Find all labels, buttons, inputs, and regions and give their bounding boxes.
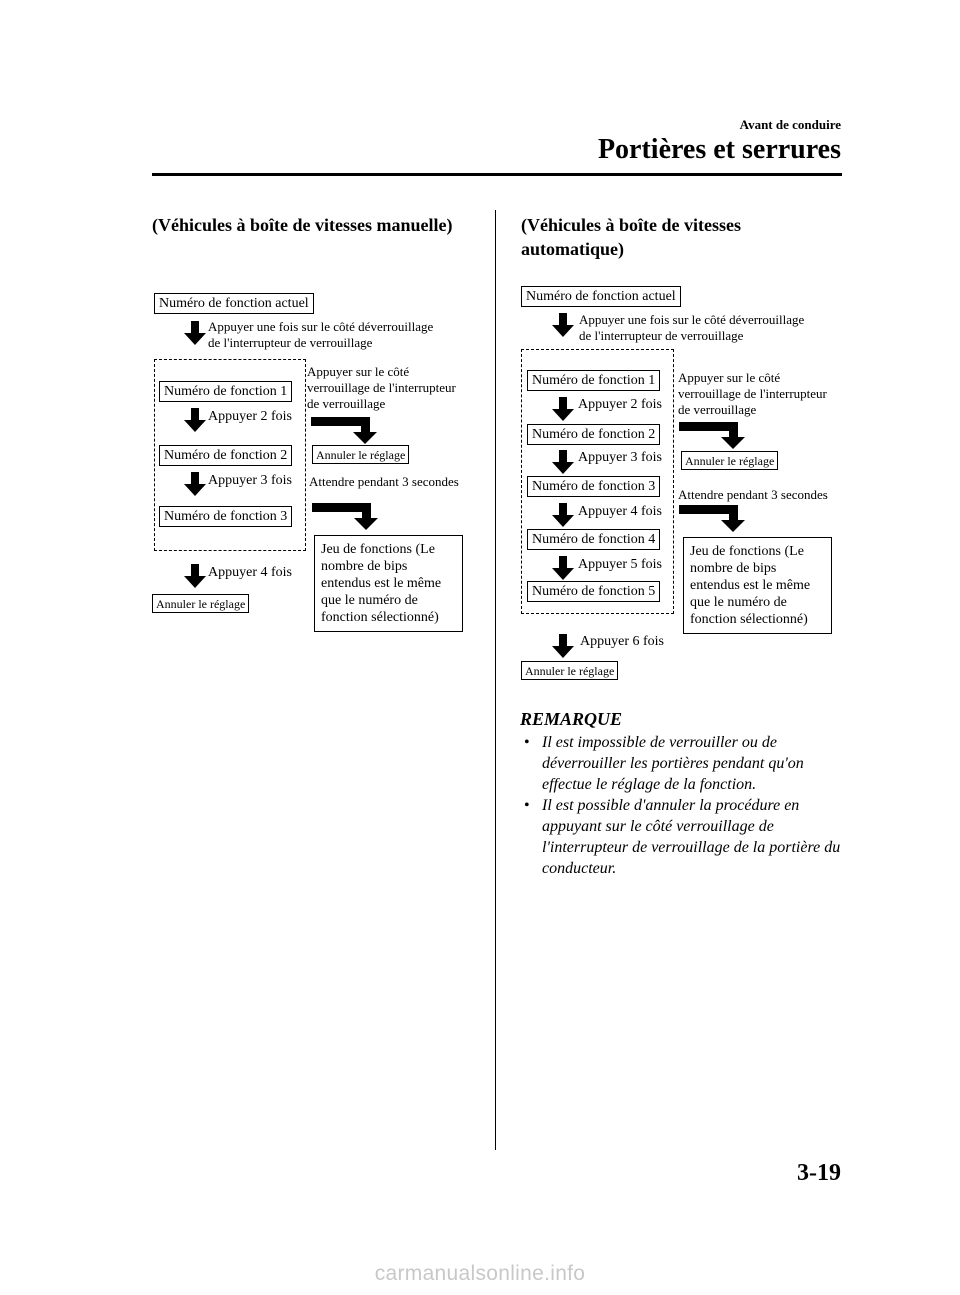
manual-cancel-setting: Annuler le réglage — [152, 594, 249, 613]
manual-beep-info: Jeu de fonctions (Le nombre de bips entendus est le même que le numéro de fonction sélectionné) — [314, 535, 463, 632]
bent-arrow-icon — [311, 417, 387, 445]
manual-function-3: Numéro de fonction 3 — [159, 506, 292, 527]
manual-press-4: Appuyer 4 fois — [208, 565, 292, 580]
manual-function-2: Numéro de fonction 2 — [159, 445, 292, 466]
section-label: Avant de conduire — [739, 117, 841, 132]
down-arrow-icon — [184, 472, 206, 496]
bent-arrow-icon — [312, 503, 388, 531]
bent-arrow-icon — [679, 422, 755, 450]
auto-press-5: Appuyer 5 fois — [578, 557, 662, 572]
manual-current-function: Numéro de fonction actuel — [154, 293, 314, 314]
note-item: • Il est possible d'annuler la procédure en appuyant sur le côté verrouillage de l'interrupteur de verrouillage de la portière du conducteur. — [524, 797, 841, 877]
down-arrow-icon — [552, 503, 574, 527]
manual-function-1: Numéro de fonction 1 — [159, 381, 292, 402]
note-title: REMARQUE — [520, 709, 623, 729]
manual-cancel-setting-2: Annuler le réglage — [312, 445, 409, 464]
manual-heading: (Véhicules à boîte de vitesses manuelle) — [152, 215, 453, 235]
auto-wait: Attendre pendant 3 secondes — [678, 487, 828, 502]
down-arrow-icon — [184, 321, 206, 345]
manual-press-once: Appuyer une fois sur le côté déverrouillage de l'interrupteur de verrouillage — [208, 319, 434, 350]
note-list — [520, 732, 842, 879]
bullet-icon: • — [524, 734, 530, 751]
auto-cancel-setting-2: Annuler le réglage — [681, 451, 778, 470]
down-arrow-icon — [552, 313, 574, 337]
watermark: carmanualsonline.info — [374, 1262, 586, 1285]
down-arrow-icon — [552, 634, 574, 658]
auto-cancel-setting: Annuler le réglage — [521, 661, 618, 680]
auto-heading-line-2: automatique) — [521, 239, 624, 259]
auto-current-function: Numéro de fonction actuel — [521, 286, 681, 307]
auto-function-5: Numéro de fonction 5 — [527, 581, 660, 602]
down-arrow-icon — [184, 564, 206, 588]
auto-function-1: Numéro de fonction 1 — [527, 370, 660, 391]
down-arrow-icon — [552, 450, 574, 474]
auto-function-3: Numéro de fonction 3 — [527, 476, 660, 497]
manual-wait: Attendre pendant 3 secondes — [309, 474, 459, 489]
auto-function-4: Numéro de fonction 4 — [527, 529, 660, 550]
auto-function-2: Numéro de fonction 2 — [527, 424, 660, 445]
auto-press-once: Appuyer une fois sur le côté déverrouillage de l'interrupteur de verrouillage — [579, 312, 805, 343]
down-arrow-icon — [184, 408, 206, 432]
page-number: 3-19 — [797, 1160, 841, 1186]
note-item: • Il est impossible de verrouiller ou de déverrouiller les portières pendant qu'on effectue le réglage de la fonction. — [524, 734, 804, 793]
auto-press-3: Appuyer 3 fois — [578, 450, 662, 465]
manual-press-2: Appuyer 2 fois — [208, 409, 292, 424]
auto-press-6: Appuyer 6 fois — [580, 634, 664, 649]
manual-press-3: Appuyer 3 fois — [208, 473, 292, 488]
auto-heading-line-1: (Véhicules à boîte de vitesses — [521, 215, 741, 235]
column-divider — [495, 210, 496, 1150]
manual-press-lock: Appuyer sur le côté verrouillage de l'interrupteur de verrouillage — [307, 364, 456, 411]
down-arrow-icon — [552, 556, 574, 580]
bullet-icon: • — [524, 797, 530, 814]
down-arrow-icon — [552, 397, 574, 421]
header-rule — [152, 173, 842, 176]
page-title: Portières et serrures — [597, 134, 841, 165]
auto-press-2: Appuyer 2 fois — [578, 397, 662, 412]
auto-press-lock: Appuyer sur le côté verrouillage de l'interrupteur de verrouillage — [678, 370, 827, 417]
auto-beep-info: Jeu de fonctions (Le nombre de bips entendus est le même que le numéro de fonction sélectionné) — [683, 537, 832, 634]
bent-arrow-icon — [679, 505, 755, 533]
auto-press-4: Appuyer 4 fois — [578, 504, 662, 519]
